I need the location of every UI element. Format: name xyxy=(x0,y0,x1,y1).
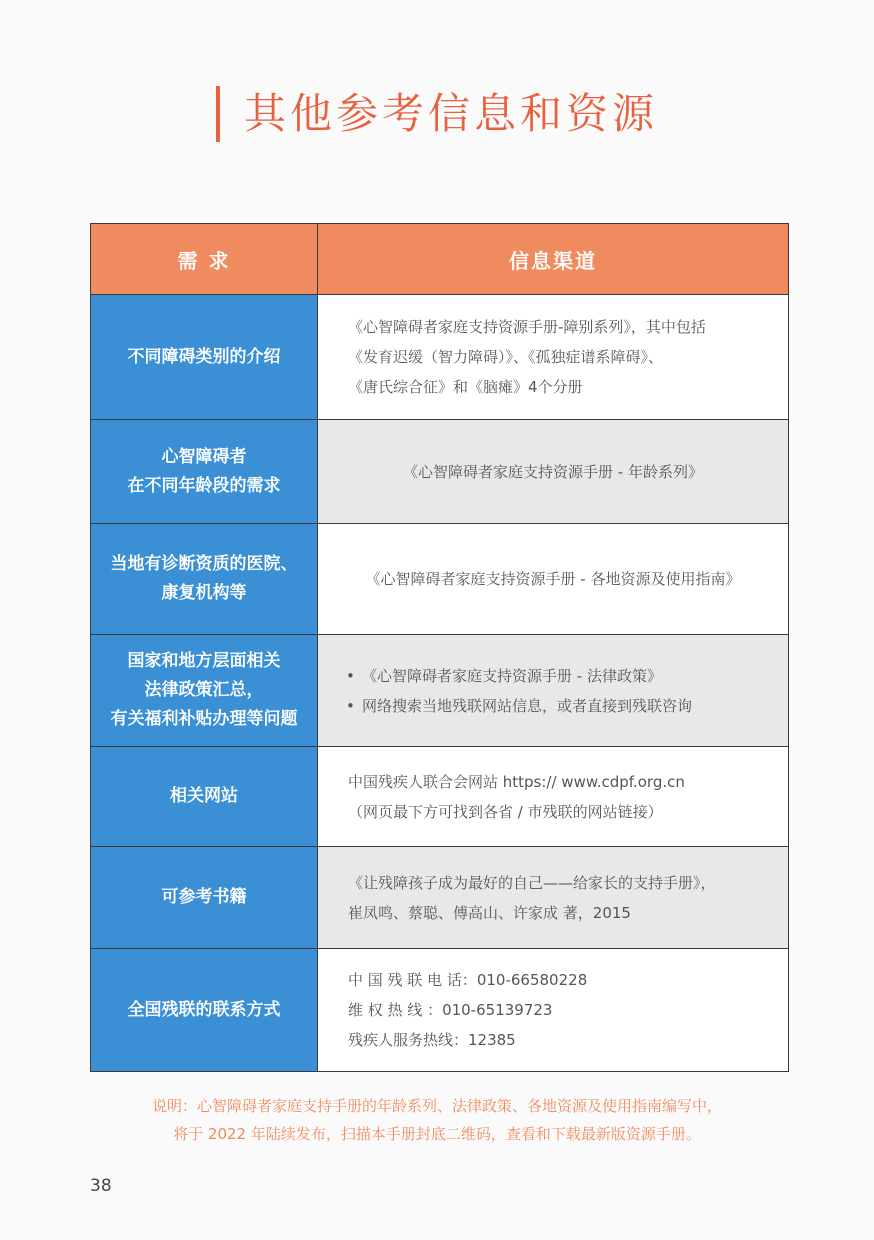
resource-table xyxy=(90,223,789,1072)
footnote-line: 说明：心智障碍者家庭支持手册的年龄系列、法律政策、各地资源及使用指南编写中， xyxy=(151,1097,722,1115)
table-row xyxy=(91,635,789,747)
channel-cell xyxy=(318,949,789,1072)
channel-cell xyxy=(318,747,789,847)
need-text: 心智障碍者 xyxy=(161,446,247,467)
channel-text: 《发育迟缓（智力障碍）》、《孤独症谱系障碍》、 xyxy=(348,348,664,366)
list-item: • 《心智障碍者家庭支持资源手册 - 法律政策》 xyxy=(348,661,788,691)
table-row xyxy=(91,524,789,635)
table-row xyxy=(91,295,789,420)
channel-text: 中国残疾人联合会网站 https:// www.cdpf.org.cn xyxy=(348,772,685,791)
footnote-line: 将于 2022 年陆续发布，扫描本手册封底二维码，查看和下载最新版资源手册。 xyxy=(173,1125,701,1143)
need-text: 当地有诊断资质的医院、 xyxy=(110,554,298,574)
need-cell xyxy=(91,420,318,524)
channel-cell xyxy=(318,420,789,524)
need-text: 相关网站 xyxy=(170,786,238,806)
table-header-row xyxy=(91,224,789,295)
need-cell xyxy=(91,847,318,949)
need-cell xyxy=(91,295,318,420)
footnote xyxy=(0,1092,874,1148)
channel-text: （网页最下方可找到各省 / 市残联的网站链接） xyxy=(348,802,663,821)
channel-cell xyxy=(318,524,789,635)
need-text: 康复机构等 xyxy=(161,583,247,603)
channel-text: 《唐氏综合征》和《脑瘫》4个分册 xyxy=(348,378,583,396)
channel-text: 《让残障孩子成为最好的自己——给家长的支持手册》， xyxy=(348,873,716,892)
need-text: 法律政策汇总， xyxy=(144,680,264,700)
channel-text: 中 国 残 联 电 话：010-66580228 xyxy=(348,971,588,989)
need-text: 有关福利补贴办理等问题 xyxy=(110,709,298,729)
list-item: • 网络搜索当地残联网站信息，或者直接到残联咨询 xyxy=(348,691,788,721)
need-cell xyxy=(91,635,318,747)
channel-cell xyxy=(318,635,789,747)
need-text: 可参考书籍 xyxy=(161,887,247,907)
need-cell xyxy=(91,524,318,635)
table-row xyxy=(91,420,789,524)
need-text: 国家和地方层面相关 xyxy=(127,651,281,671)
channel-cell xyxy=(318,295,789,420)
need-text: 不同障碍类别的介绍 xyxy=(127,346,281,367)
need-cell xyxy=(91,949,318,1072)
header-channel: 信息渠道 xyxy=(318,224,789,295)
table-row xyxy=(91,847,789,949)
channel-bullet-list xyxy=(328,661,788,721)
channel-text: 维 权 热 线 ：010-65139723 xyxy=(348,1001,553,1019)
header-need: 需 求 xyxy=(91,224,318,295)
channel-cell xyxy=(318,847,789,949)
table-row xyxy=(91,747,789,847)
title-accent-bar xyxy=(216,86,220,142)
page-title: 其他参考信息和资源 xyxy=(243,89,658,138)
channel-text: 残疾人服务热线：12385 xyxy=(348,1031,516,1049)
table-row xyxy=(91,949,789,1072)
need-cell xyxy=(91,747,318,847)
need-text: 在不同年龄段的需求 xyxy=(127,475,281,496)
channel-text: 《心智障碍者家庭支持资源手册 - 年龄系列》 xyxy=(403,462,703,481)
page-header xyxy=(0,86,874,142)
page-number: 38 xyxy=(90,1176,112,1196)
channel-text: 《心智障碍者家庭支持资源手册 - 各地资源及使用指南》 xyxy=(365,570,741,588)
channel-text: 崔凤鸣、蔡聪、傅高山、许家成 著，2015 xyxy=(348,903,631,922)
channel-text: 《心智障碍者家庭支持资源手册-障别系列》，其中包括 xyxy=(348,318,706,336)
need-text: 全国残联的联系方式 xyxy=(127,999,281,1020)
